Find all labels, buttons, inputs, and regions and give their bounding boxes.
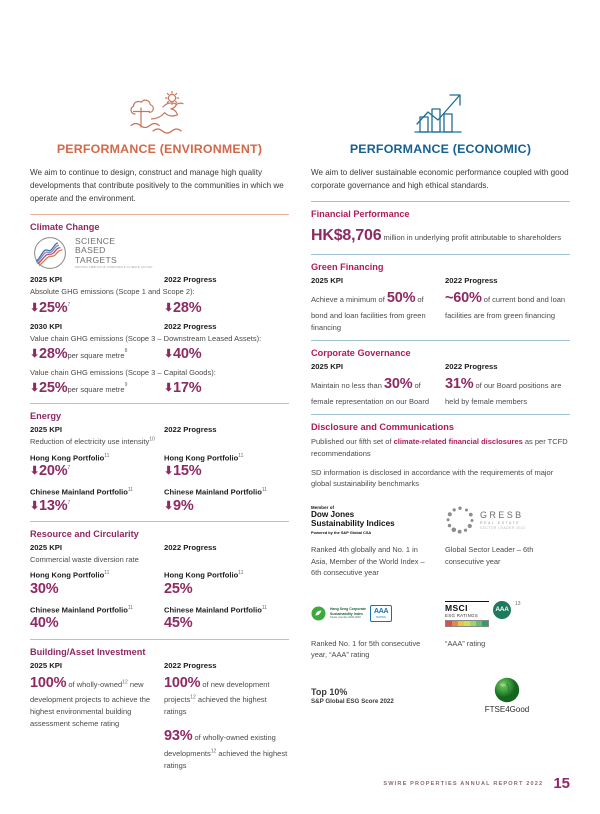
dj-member-label: Member of	[311, 505, 335, 511]
kpi-statement: Achieve a minimum of 50% of bond and loan facilities from green financing	[311, 290, 426, 333]
ftse4good-globe-icon	[494, 677, 520, 703]
award-msci	[445, 593, 569, 661]
gresb-sub2-label: SECTOR LEADER 2022	[480, 525, 526, 530]
kpi-description: Value chain GHG emissions (Scope 3 – Downstream Leased Assets):	[30, 333, 262, 343]
divider	[311, 254, 570, 255]
progress-column-label: 2022 Progress	[164, 321, 217, 331]
sbt-logo-line3: TARGETS	[75, 254, 118, 265]
progress-value: ⬇9%	[164, 497, 194, 514]
hs-line2: Sustainability Index	[330, 611, 363, 616]
award-caption: Ranked No. 1 for 5th consecutive year, “AAA” rating	[311, 638, 421, 660]
gresb-circle-icon	[445, 505, 475, 535]
footnote-marker: 13	[515, 600, 521, 607]
progress-value: 45%	[164, 615, 193, 632]
economic-column	[311, 88, 570, 772]
progress-value: ⬇15%	[164, 463, 202, 480]
kpi-column-label: 2025 KPI	[30, 275, 63, 285]
down-arrow-icon: ⬇	[164, 465, 174, 478]
aaa-rating-badge	[370, 605, 392, 622]
kpi-value: ⬇13%$^7$	[30, 497, 71, 514]
award-caption: Global Sector Leader – 6th consecutive year	[445, 545, 534, 566]
portfolio-label: Chinese Mainland Portfolio$^{11}$	[164, 487, 268, 497]
sp-score-label: S&P Global ESG Score 2022	[311, 697, 394, 705]
hs-line3: Series member 2022-2023	[330, 616, 361, 620]
award-gresb	[445, 499, 569, 578]
award-ftse4good	[445, 679, 569, 713]
kpi-description: Value chain GHG emissions (Scope 3 – Capital Goods):	[30, 368, 216, 378]
footnote-marker: 10	[149, 436, 155, 443]
progress-column-label: 2022 Progress	[164, 425, 217, 435]
ftse4good-label: FTSE4Good	[484, 705, 530, 715]
portfolio-label: Chinese Mainland Portfolio$^{11}$	[164, 604, 268, 615]
environment-intro: We aim to continue to design, construct and manage high quality developments that contribute positively to the communities in which we operate and the environment.	[30, 168, 284, 204]
down-arrow-icon: ⬇	[164, 499, 174, 512]
portfolio-label: Hong Kong Portfolio$^{11}$	[30, 570, 110, 580]
divider	[311, 201, 570, 202]
divider	[311, 340, 570, 341]
section-heading-disclosure-communications: Disclosure and Communications	[311, 421, 454, 432]
kpi-value: ⬇28%per square metre$^8$	[30, 345, 128, 362]
section-heading-resource-circularity: Resource and Circularity	[30, 529, 139, 540]
section-heading-financial-performance: Financial Performance	[311, 209, 410, 220]
awards-row-3	[311, 679, 570, 713]
environment-column	[30, 88, 289, 772]
disclosure-link[interactable]: climate-related financial disclosures	[393, 436, 523, 446]
progress-column-label: 2022 Progress	[445, 276, 498, 286]
aaa-sub-label: RATING	[376, 616, 386, 620]
dj-main-line1: Dow Jones	[311, 510, 355, 520]
sp-top-label: Top 10%	[311, 686, 348, 697]
portfolio-label: Hong Kong Portfolio$^{11}$	[164, 570, 244, 580]
section-heading-energy: Energy	[30, 411, 62, 422]
kpi-column-label: 2025 KPI	[311, 362, 344, 372]
kpi-value: ⬇25%$^7$	[30, 299, 71, 316]
hs-line1: Hang Seng Corporate	[330, 607, 366, 612]
down-arrow-icon: ⬇	[164, 301, 174, 314]
progress-column-label: 2022 Progress	[164, 660, 217, 670]
award-caption: “AAA” rating	[445, 638, 486, 648]
divider	[30, 403, 289, 404]
divider	[30, 521, 289, 522]
progress-value: ⬇28%	[164, 299, 202, 316]
award-caption: Ranked 4th globally and No. 1 in Asia, Member of the World Index – 6th consecutive year	[311, 545, 425, 578]
growth-chart-arrow-icon	[311, 88, 570, 136]
gresb-main-label: GRESB	[480, 509, 524, 520]
kpi-value: ⬇25%per square metre$^9$	[30, 380, 128, 397]
award-dow-jones	[311, 499, 435, 578]
footnote-marker: 7	[67, 301, 71, 308]
dj-main-line2: Sustainability Indices	[311, 519, 395, 529]
science-based-targets-logo	[30, 236, 289, 270]
footnote-marker: 9	[124, 382, 128, 389]
economic-intro: We aim to deliver sustainable economic performance coupled with good corporate governance and high ethical standards.	[311, 168, 569, 191]
kpi-statement: Maintain no less than 30% of female representation on our Board	[311, 376, 429, 406]
gresb-sub-label: REAL ESTATE	[480, 520, 521, 525]
disclosure-paragraph-1: Published our fifth set of climate-related financial disclosures as per TCFD recommendations	[311, 436, 568, 458]
awards-row-1	[311, 499, 570, 578]
kpi-column-label: 2025 KPI	[30, 543, 63, 553]
kpi-column-label: 2025 KPI	[30, 660, 63, 670]
page-title-economic: PERFORMANCE (ECONOMIC)	[349, 142, 532, 156]
msci-label: MSCI	[445, 602, 468, 613]
award-hang-seng	[311, 593, 435, 661]
kpi-value: ⬇20%$^7$	[30, 463, 71, 480]
kpi-column-label: 2030 KPI	[30, 321, 63, 331]
footer-report-title: SWIRE PROPERTIES ANNUAL REPORT 2022	[383, 780, 544, 787]
divider	[30, 214, 289, 215]
dj-powered-label: Powered by the S&P Global CSA	[311, 530, 372, 536]
down-arrow-icon: ⬇	[30, 382, 40, 395]
kpi-description: Commercial waste diversion rate	[30, 555, 139, 565]
section-heading-building-asset-investment: Building/Asset Investment	[30, 646, 146, 657]
page-number: 15	[553, 775, 570, 792]
progress-statement: ~60% of current bond and loan facilities are from green financing	[445, 290, 566, 321]
progress-column-label: 2022 Progress	[164, 543, 217, 553]
msci-esg-label: ESG RATINGS	[445, 613, 478, 619]
kpi-column-label: 2025 KPI	[30, 425, 63, 435]
disclosure-paragraph-2: SD information is disclosed in accordance with the requirements of major global sustainability benchmarks	[311, 467, 554, 489]
progress-value: ⬇40%	[164, 345, 202, 362]
progress-statement: 31% of our Board positions are held by female members	[445, 376, 562, 406]
awards-row-2	[311, 593, 570, 661]
progress-column-label: 2022 Progress	[445, 362, 498, 372]
nature-tree-bird-sun-icon	[30, 88, 289, 136]
down-arrow-icon: ⬇	[30, 301, 40, 314]
hang-seng-leaf-icon	[311, 606, 326, 621]
sbt-logo-line1: SCIENCE	[75, 235, 116, 246]
down-arrow-icon: ⬇	[30, 499, 40, 512]
kpi-block-ghg-scope3-dla	[30, 322, 289, 333]
down-arrow-icon: ⬇	[30, 465, 40, 478]
msci-aaa-circle: AAA	[493, 601, 511, 619]
portfolio-label: Chinese Mainland Portfolio$^{11}$	[30, 487, 134, 497]
portfolio-label: Hong Kong Portfolio$^{11}$	[164, 452, 244, 463]
section-heading-climate-change: Climate Change	[30, 222, 100, 233]
progress-value: 25%	[164, 580, 193, 597]
kpi-statement: 100% of wholly-owned$^{12}$ new development projects to achieve the highest environmental building assessment scheme rating	[30, 674, 151, 729]
portfolio-label: Chinese Mainland Portfolio$^{11}$	[30, 604, 134, 615]
kpi-block-ghg-absolute	[30, 275, 289, 286]
down-arrow-icon: ⬇	[164, 347, 174, 360]
page-title-environment: PERFORMANCE (ENVIRONMENT)	[56, 142, 263, 156]
award-sp-global	[311, 679, 435, 713]
kpi-description: Reduction of electricity use intensity$^{10}$	[30, 436, 155, 447]
section-heading-green-financing: Green Financing	[311, 262, 384, 273]
kpi-column-label: 2025 KPI	[311, 276, 344, 286]
portfolio-label: Hong Kong Portfolio$^{11}$	[30, 452, 110, 463]
page-footer	[383, 775, 570, 792]
down-arrow-icon: ⬇	[30, 347, 40, 360]
divider	[30, 639, 289, 640]
sbt-logo-line2: BASED	[75, 245, 106, 256]
progress-statement-1: 100% of new development projects$^{12}$ achieved the highest ratings	[164, 674, 270, 717]
progress-statement-2: 93% of wholly-owned existing developments$^{12}$ achieved the highest ratings	[164, 728, 288, 770]
kpi-value: 40%	[30, 615, 59, 632]
down-arrow-icon: ⬇	[164, 382, 174, 395]
footnote-marker: 8	[124, 348, 128, 355]
kpi-value: 30%	[30, 580, 59, 597]
financial-performance-statement: HK$8,706 million in underlying profit attributable to shareholders	[311, 227, 562, 245]
progress-value: ⬇17%	[164, 380, 202, 397]
aaa-label: AAA	[373, 608, 389, 616]
progress-column-label: 2022 Progress	[164, 275, 217, 285]
kpi-description: Absolute GHG emissions (Scope 1 and Scope 2):	[30, 287, 195, 297]
sbt-logo-tagline: DRIVING AMBITIOUS CORPORATE CLIMATE ACTION	[75, 265, 153, 269]
divider	[311, 414, 570, 415]
msci-rating-scale	[445, 620, 489, 627]
section-heading-corporate-governance: Corporate Governance	[311, 348, 411, 359]
